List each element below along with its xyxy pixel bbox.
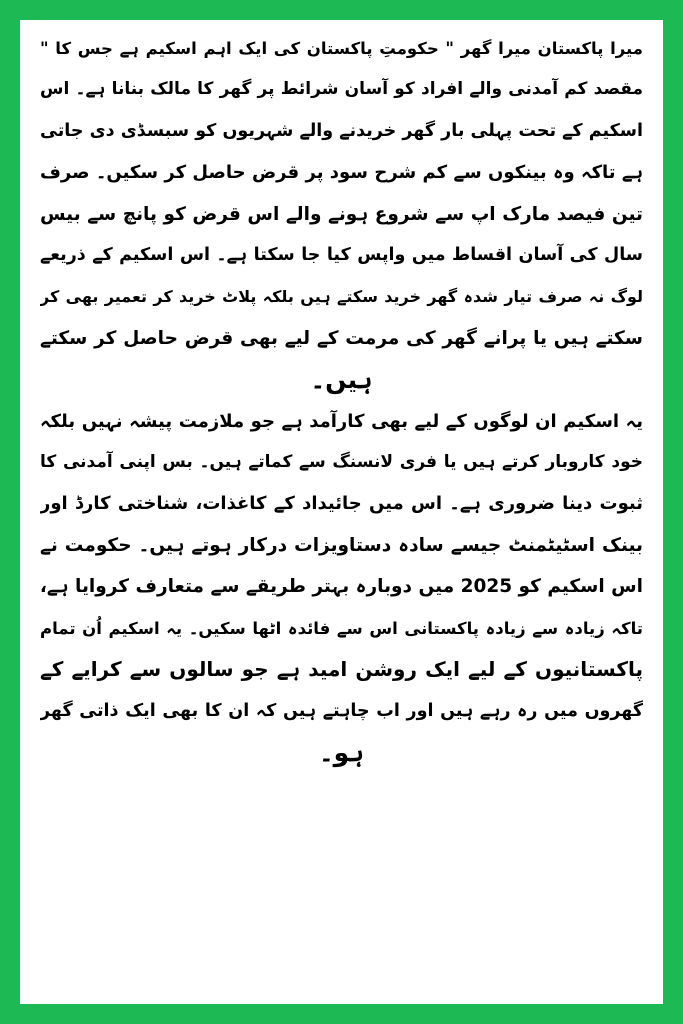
paragraph-line: تاکہ زیادہ سے زیادہ پاکستانی اس سے فائدہ اٹھا سکیں۔ یہ اسکیم اُن تمام <box>40 618 643 638</box>
paragraph-last-line: ہیں۔ <box>310 365 373 395</box>
paragraph-1 <box>40 28 643 401</box>
article-body <box>40 28 643 996</box>
paragraph-line: مقصد کم آمدنی والے افراد کو آسان شرائط پر گھر کا مالک بنانا ہے۔ اس <box>40 79 643 100</box>
paragraph-2 <box>40 401 643 774</box>
paragraph-line: گھروں میں رہ رہے ہیں اور اب چاہتے ہیں کہ ان کا بھی ایک ذاتی گھر <box>40 700 643 721</box>
paragraph-line: میرا پاکستان میرا گھر " حکومتِ پاکستان کی ایک اہم اسکیم ہے جس کا " <box>40 39 643 58</box>
paragraph-line: بینک اسٹیٹمنٹ جیسے سادہ دستاویزات درکار ہوتے ہیں۔ حکومت نے <box>40 534 643 556</box>
paragraph-line: لوگ نہ صرف تیار شدہ گھر خرید سکتے ہیں بلکہ پلاٹ خرید کر تعمیر بھی کر <box>40 287 643 307</box>
paragraph-line: اسکیم کے تحت پہلی بار گھر خریدنے والے شہریوں کو سبسڈی دی جاتی <box>40 120 643 141</box>
paragraph-line: ثبوت دینا ضروری ہے۔ اس میں جائیداد کے کاغذات، شناختی کارڈ اور <box>40 493 643 515</box>
paragraph-line: تین فیصد مارک اپ سے شروع ہونے والے اس قرض کو پانچ سے بیس <box>40 203 643 225</box>
paragraph-line: پاکستانیوں کے لیے ایک روشن امید ہے جو سالوں سے کرایے کے <box>40 657 643 682</box>
paragraph-line: سال کی آسان اقساط میں واپس کیا جا سکتا ہے۔ اس اسکیم کے ذریعے <box>40 245 643 266</box>
paragraph-line: سکتے ہیں یا پرانے گھر کی مرمت کے لیے بھی قرض حاصل کر سکتے <box>40 327 643 349</box>
paragraph-line: یہ اسکیم ان لوگوں کے لیے بھی کارآمد ہے جو ملازمت پیشہ نہیں بلکہ <box>40 410 643 432</box>
paragraph-line: ہے تاکہ وہ بینکوں سے کم شرح سود پر قرض حاصل کر سکیں۔ صرف <box>40 162 643 184</box>
paragraph-line: خود کاروبار کرتے ہیں یا فری لانسنگ سے کماتے ہیں۔ بس اپنی آمدنی کا <box>40 452 643 473</box>
paragraph-line: اس اسکیم کو 2025 میں دوبارہ بہتر طریقے سے متعارف کروایا ہے، <box>40 576 643 598</box>
paragraph-last-line: ہو۔ <box>319 737 364 767</box>
